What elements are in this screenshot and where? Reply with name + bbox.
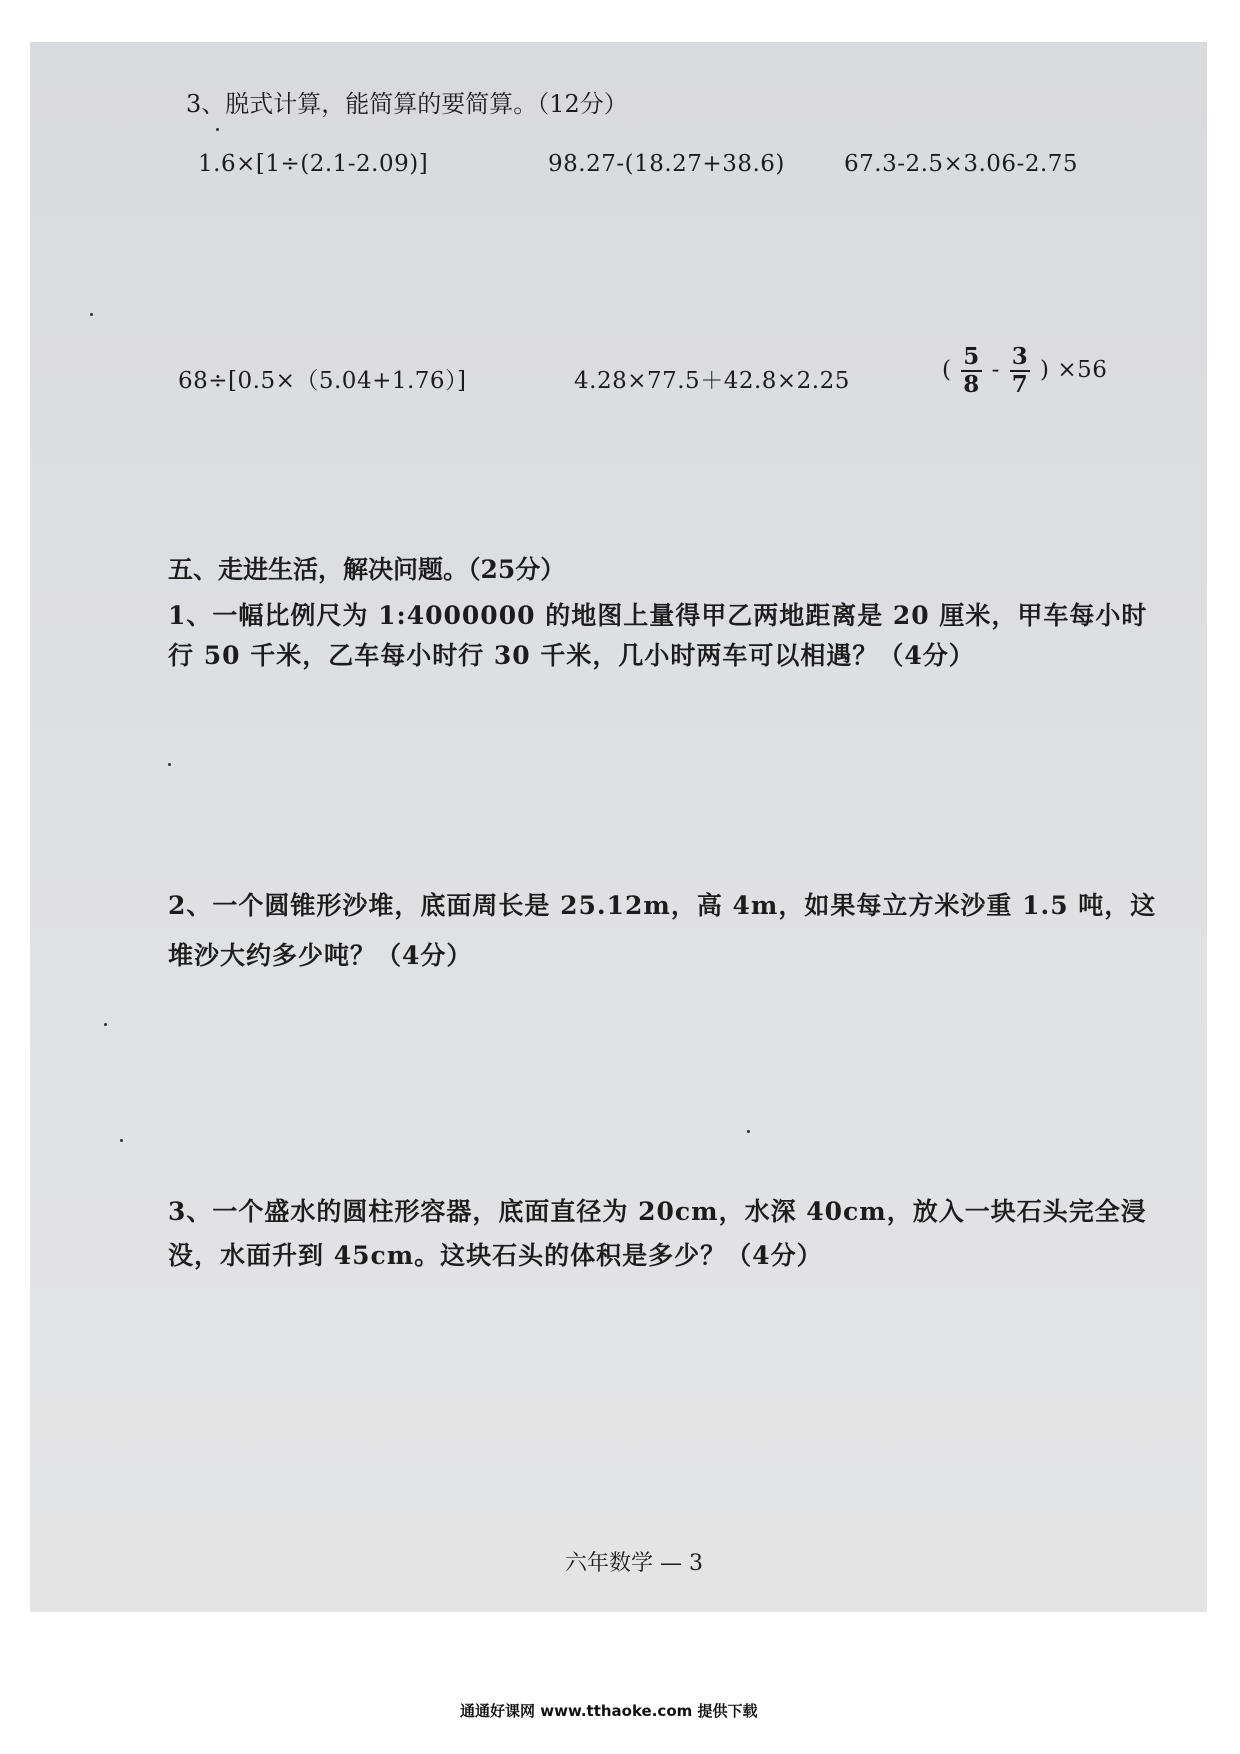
paren-close: ) [1040, 357, 1050, 383]
scan-speck [120, 1139, 123, 1142]
problem-1-line-2: 行 50 千米，乙车每小时行 30 千米，几小时两车可以相遇？（4分） [168, 641, 975, 670]
problem-3-line-1: 3、一个盛水的圆柱形容器，底面直径为 20cm，水深 40cm，放入一块石头完全浸 [168, 1197, 1147, 1226]
numerator: 3 [1011, 343, 1029, 370]
problem-2-line-1: 2、一个圆锥形沙堆，底面周长是 25.12m，高 4m，如果每立方米沙重 1.5 吨，这 [168, 891, 1157, 920]
expression: 98.27-(18.27+38.6) [548, 151, 785, 177]
scan-speck [104, 1023, 107, 1026]
multiplier: ×56 [1057, 357, 1108, 383]
expression: 4.28×77.5＋42.8×2.25 [574, 368, 850, 394]
expression: 1.6×[1÷(2.1-2.09)] [198, 151, 429, 177]
scan-speck [747, 1130, 750, 1133]
scan-speck [216, 128, 219, 131]
scan-speck [168, 763, 171, 766]
scanned-page [30, 42, 1207, 1612]
subsection-title: 3、脱式计算，能简算的要简算。（12分） [186, 90, 628, 118]
section-heading: 五、走进生活，解决问题。（25分） [168, 555, 566, 584]
fraction [961, 344, 982, 398]
numerator: 5 [963, 343, 980, 370]
fraction-expression [942, 344, 1107, 398]
expression: 67.3-2.5×3.06-2.75 [844, 151, 1079, 177]
minus-sign: - [991, 357, 1000, 383]
scan-speck [90, 313, 93, 316]
problem-1-line-1: 1、一幅比例尺为 1:4000000 的地图上量得甲乙两地距离是 20 厘米，甲车每小时 [168, 601, 1148, 630]
problem-3-line-2: 没，水面升到 45cm。这块石头的体积是多少？（4分） [168, 1241, 823, 1270]
paren-open: ( [942, 357, 952, 383]
problem-2-line-2: 堆沙大约多少吨？（4分） [168, 941, 473, 970]
page-footer: 六年数学 — 3 [565, 1551, 703, 1576]
denominator: 8 [963, 371, 980, 398]
fraction [1010, 344, 1031, 398]
expression: 68÷[0.5×（5.04+1.76）] [178, 368, 467, 394]
denominator: 7 [1011, 371, 1029, 398]
source-credit: 通通好课网 www.tthaoke.com 提供下载 [460, 1702, 758, 1720]
